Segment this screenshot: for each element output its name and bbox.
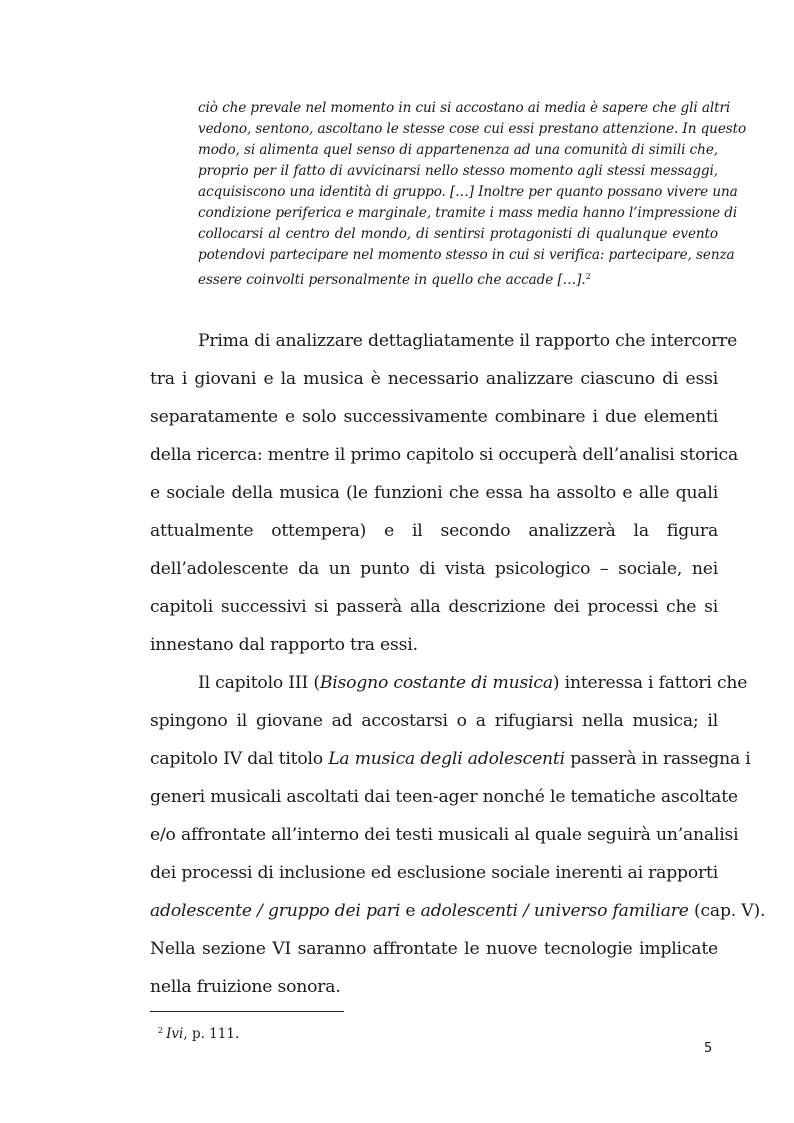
text-run: capitolo IV dal titolo bbox=[150, 749, 329, 769]
paragraph-line bbox=[150, 892, 766, 930]
paragraph-line: nella fruizione sonora. bbox=[150, 977, 341, 997]
quote-last-text: essere coinvolti personalmente in quello che accade […]. bbox=[198, 272, 586, 288]
paragraph-line: generi musicali ascoltati dai teen-ager nonché le tematiche ascoltate bbox=[150, 787, 738, 807]
footnote-number: 2 bbox=[158, 1026, 164, 1035]
quote-line: vedono, sentono, ascoltano le stesse cose cui essi prestano attenzione. In questo bbox=[198, 121, 747, 137]
quote-line: ciò che prevale nel momento in cui si accostano ai media è sapere che gli altri bbox=[198, 100, 731, 116]
paragraph-line bbox=[198, 664, 748, 702]
text-run: e bbox=[400, 901, 421, 921]
paragraph-line: della ricerca: mentre il primo capitolo si occuperà dell’analisi storica bbox=[150, 445, 739, 465]
text-run: Il capitolo III ( bbox=[198, 673, 320, 693]
italic-phrase: adolescenti / universo familiare bbox=[420, 901, 689, 921]
paragraph-line: dei processi di inclusione ed esclusione sociale inerenti ai rapporti bbox=[150, 863, 718, 883]
quote-line: potendovi partecipare nel momento stesso in cui si verifica: partecipare, senza bbox=[198, 247, 735, 263]
footnote-source: Ivi bbox=[166, 1026, 184, 1042]
paragraph-line: Prima di analizzare dettagliatamente il rapporto che intercorre bbox=[198, 331, 738, 351]
paragraph-line: Nella sezione VI saranno affrontate le nuove tecnologie implicate bbox=[150, 939, 718, 959]
quote-line bbox=[198, 266, 718, 287]
quote-line: modo, si alimenta quel senso di appartenenza ad una comunità di simili che, bbox=[198, 142, 718, 158]
quote-line: proprio per il fatto di avvicinarsi nello stesso momento agli stessi messaggi, bbox=[198, 163, 718, 179]
chapter-title-italic: La musica degli adolescenti bbox=[328, 749, 565, 769]
text-run: passerà in rassegna i bbox=[564, 749, 751, 769]
quote-line: acquisiscono una identità di gruppo. […] Inoltre per quanto possano vivere una bbox=[198, 184, 738, 200]
page-number: 5 bbox=[704, 1041, 713, 1056]
italic-phrase: adolescente / gruppo dei pari bbox=[150, 901, 401, 921]
paragraph-line: separatamente e solo successivamente combinare i due elementi bbox=[150, 407, 718, 427]
paragraph-line bbox=[150, 740, 751, 778]
paragraph-line: tra i giovani e la musica è necessario analizzare ciascuno di essi bbox=[150, 369, 718, 389]
paragraph-line: spingono il giovane ad accostarsi o a rifugiarsi nella musica; il bbox=[150, 711, 718, 731]
footnote-text: , p. 111. bbox=[183, 1026, 240, 1042]
paragraph-line: dell’adolescente da un punto di vista psicologico – sociale, nei bbox=[150, 559, 718, 579]
paragraph-line: e/o affrontate all’interno dei testi musicali al quale seguirà un’analisi bbox=[150, 825, 739, 845]
quote-line: condizione periferica e marginale, tramite i mass media hanno l’impressione di bbox=[198, 205, 738, 221]
footnote-reference[interactable]: 2 bbox=[585, 272, 591, 281]
text-run: ) interessa i fattori che bbox=[552, 673, 748, 693]
paragraph-line: e sociale della musica (le funzioni che essa ha assolto e alle quali bbox=[150, 483, 718, 503]
text-run: (cap. V). bbox=[688, 901, 766, 921]
quote-line: collocarsi al centro del mondo, di sentirsi protagonisti di qualunque evento bbox=[198, 226, 718, 242]
paragraph-line: attualmente ottempera) e il secondo analizzerà la figura bbox=[150, 521, 718, 541]
paragraph-line: capitoli successivi si passerà alla descrizione dei processi che si bbox=[150, 597, 718, 617]
chapter-title-italic: Bisogno costante di musica bbox=[319, 673, 553, 693]
footnote-separator bbox=[150, 1011, 344, 1012]
paragraph-line: innestano dal rapporto tra essi. bbox=[150, 635, 418, 655]
footnote bbox=[158, 1022, 239, 1043]
